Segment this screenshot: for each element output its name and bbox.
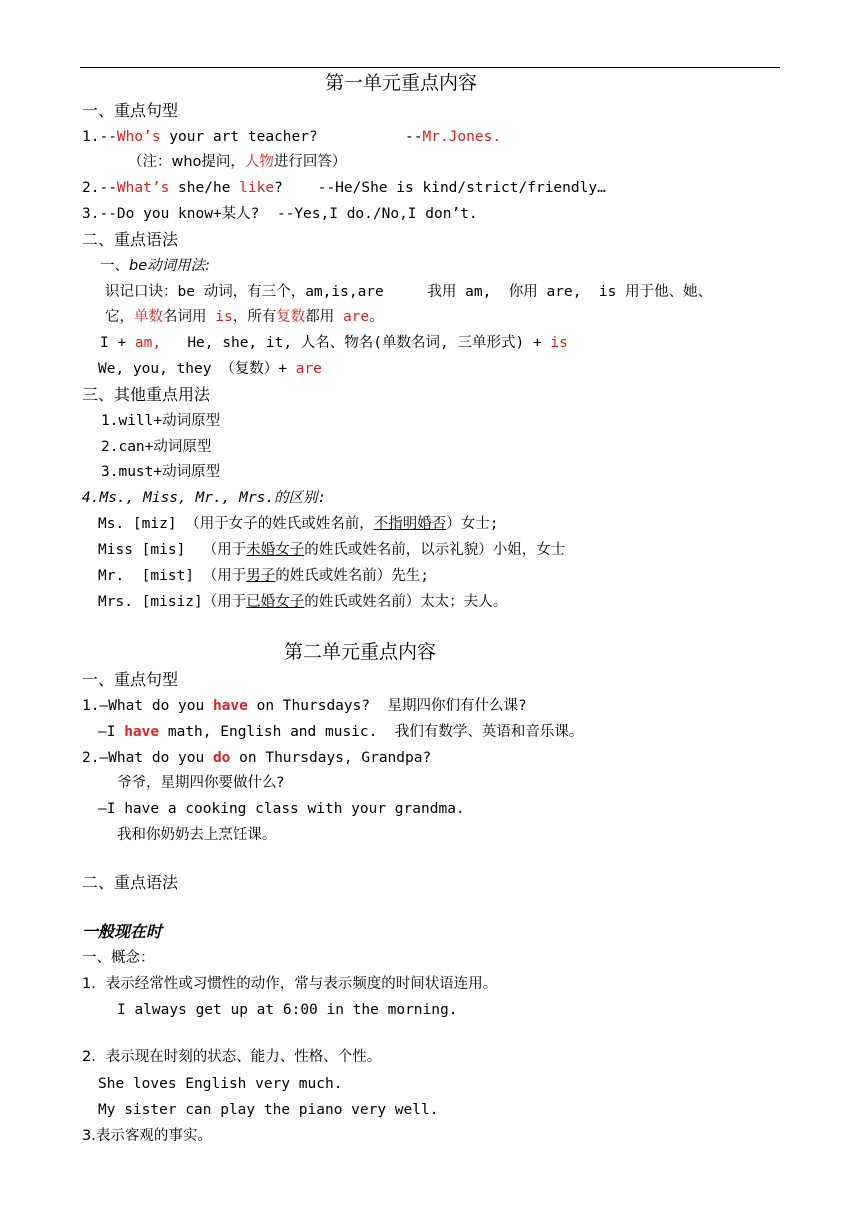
- concept-1: 1．表示经常性或习惯性的动作，常与表示频度的时间状语连用。: [82, 976, 498, 992]
- unit1-section-sentences: 一、重点句型: [82, 101, 179, 120]
- unit2-line-3: 2.—What do you do on Thursdays, Grandpa?: [82, 750, 432, 766]
- title-mr: Mr. [mist] （用于男子的姓氏或姓名前）先生;: [98, 568, 429, 584]
- be-verb-rule-2: We, you, they （复数）+ are: [98, 361, 322, 377]
- title-miss: Miss [mis] （用于未婚女子的姓氏或姓名前，以示礼貌）小姐，女士: [98, 542, 566, 558]
- concept-2-example-1: She loves English very much.: [98, 1076, 343, 1092]
- unit1-section-other: 三、其他重点用法: [82, 385, 211, 404]
- unit2-line-4: 爷爷，星期四你要做什么?: [117, 775, 285, 791]
- unit2-line-1: 1.—What do you have on Thursdays? 星期四你们有什么课?: [82, 698, 527, 714]
- unit1-q3: 3.--Do you know+某人? --Yes,I do./No,I don’t.: [82, 206, 478, 222]
- concept-1-example: I always get up at 6:00 in the morning.: [117, 1002, 458, 1018]
- be-verb-rhyme-2: 它，单数名词用 is，所有复数都用 are。: [105, 309, 384, 325]
- concept-heading: 一、概念：: [82, 950, 155, 966]
- title-ms: Ms. [miz] （用于女子的姓氏或姓名前，不指明婚否）女士;: [98, 516, 499, 532]
- top-rule: [80, 67, 780, 68]
- other-usage-1: 1.will+动词原型: [101, 413, 221, 429]
- concept-3: 3.表示客观的事实。: [82, 1128, 212, 1144]
- unit1-title: 第一单元重点内容: [325, 72, 478, 94]
- be-verb-rhyme: 识记口诀：be 动词，有三个，am,is,are 我用 am, 你用 are, is 用于他、她、: [105, 284, 713, 300]
- titles-heading: 4.Ms., Miss, Mr., Mrs.的区别:: [82, 490, 327, 506]
- present-tense-heading: 一般现在时: [82, 922, 163, 941]
- unit2-line-2: —I have math, English and music. 我们有数学、英语和音乐课。: [98, 724, 584, 740]
- other-usage-3: 3.must+动词原型: [101, 464, 221, 480]
- unit1-q1-note: （注：who提问，人物进行回答）: [128, 154, 347, 170]
- concept-2: 2．表示现在时刻的状态、能力、性格、个性。: [82, 1049, 382, 1065]
- unit2-section-sentences: 一、重点句型: [82, 670, 179, 689]
- unit1-q1: 1.--Who’s your art teacher? --Mr.Jones.: [82, 129, 502, 145]
- other-usage-2: 2.can+动词原型: [101, 439, 212, 455]
- concept-2-example-2: My sister can play the piano very well.: [98, 1102, 439, 1118]
- unit2-line-5: —I have a cooking class with your grandma.: [98, 801, 465, 817]
- unit2-title: 第二单元重点内容: [284, 641, 437, 663]
- be-verb-heading: 一、be动词用法:: [100, 258, 211, 274]
- title-mrs: Mrs. [misiz]（用于已婚女子的姓氏或姓名前）太太；夫人。: [98, 594, 508, 610]
- unit2-line-6: 我和你奶奶去上烹饪课。: [117, 827, 277, 843]
- unit1-q2: 2.--What’s she/he like? --He/She is kind/strict/friendly…: [82, 180, 606, 196]
- be-verb-rule-1: I + am, He, she, it, 人名、物名(单数名词, 三单形式) + is: [100, 335, 568, 351]
- unit2-section-grammar: 二、重点语法: [82, 873, 179, 892]
- unit1-section-grammar: 二、重点语法: [82, 230, 179, 249]
